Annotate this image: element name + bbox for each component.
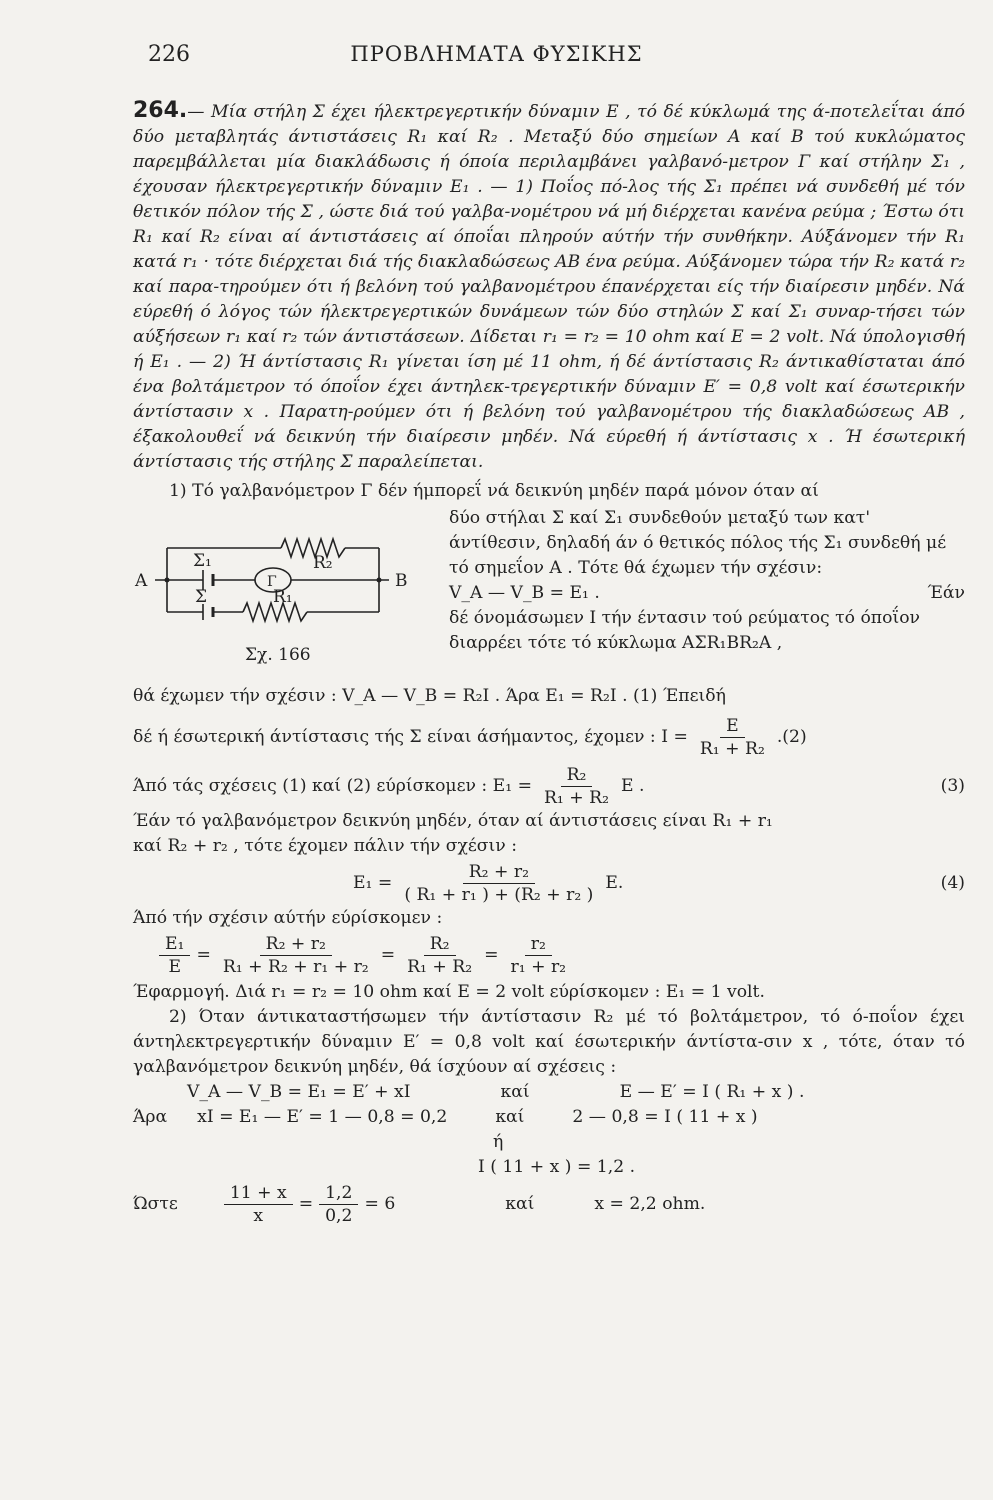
eq-4 bbox=[133, 861, 965, 906]
running-title: ΠΡΟΒΛΗΜΑΤΑ ΦΥΣΙΚΗΣ bbox=[350, 42, 643, 66]
relations-part2 bbox=[133, 1080, 965, 1105]
figure-and-text bbox=[133, 506, 965, 682]
eq-5-equals-1: = bbox=[196, 945, 211, 965]
part2-paragraph: 2) Όταν άντικαταστήσωμεν τήν άντίστασιν R₂ μέ τό βολτάμετρον, τό ό-ποΐον έχει άντηλεκτρεγερτικήν δύναμιν Ε′ = 0,8 volt καί έσωτερικήν άντίστα-σιν x , τότε, όταν τό γαλβανόμετρον δεικνύη μηδέν, θά ίσχύουν αί σχέσεις : bbox=[133, 1007, 965, 1077]
oste-tail: = 6 bbox=[364, 1194, 396, 1214]
oste-fraction-2 bbox=[319, 1182, 358, 1227]
page-header bbox=[0, 42, 993, 72]
oste-word: Ώστε bbox=[133, 1194, 178, 1214]
relation-kai: καί bbox=[500, 1082, 530, 1102]
oste-num: 11 + x bbox=[224, 1182, 293, 1205]
eq-current-den: R₁ + R₂ bbox=[699, 739, 765, 759]
eq-current bbox=[133, 715, 965, 760]
eq-5-f2-num: R₂ + r₂ bbox=[260, 933, 332, 956]
solution-part1-start: 1) Τό γαλβανόμετρον Γ δέν ήμπορεΐ νά δεικνύη μηδέν παρά μόνον όταν αί bbox=[169, 481, 819, 501]
oste-kai: καί bbox=[505, 1194, 535, 1214]
eq-4-tag: (4) bbox=[940, 873, 965, 893]
eq-4-fraction bbox=[398, 861, 599, 906]
label-r2: R₂ bbox=[313, 553, 333, 573]
eq-5-fraction-3 bbox=[401, 933, 478, 978]
eq-4-left: Ε₁ = bbox=[353, 873, 393, 893]
ara-line bbox=[133, 1105, 965, 1130]
label-galvanometer: Γ bbox=[267, 574, 277, 590]
eq-current-text: δέ ή έσωτερική άντίστασις τής Σ είναι άσήμαντος, έχομεν : Ι = bbox=[133, 727, 688, 747]
ara-c: Ι ( 11 + x ) = 1,2 . bbox=[478, 1157, 636, 1177]
eq-3-tag: (3) bbox=[940, 776, 965, 796]
eq-3-num: R₂ bbox=[561, 764, 593, 787]
eq-3-fraction bbox=[538, 764, 615, 809]
eq-5 bbox=[133, 933, 965, 978]
right-col-paragraph-2: δέ όνομάσωμεν Ι τήν έντασιν τού ρεύματος τό όποΐον διαρρέει τότε τό κύκλωμα ΑΣR₁BR₂A , bbox=[449, 608, 920, 653]
eq-3-text: Άπό τάς σχέσεις (1) καί (2) εύρίσκομεν : Ε₁ = bbox=[133, 776, 532, 796]
eq-3 bbox=[133, 764, 965, 809]
node-b bbox=[377, 578, 382, 583]
eq-current-fraction bbox=[694, 715, 771, 760]
problem-text: — Μία στήλη Σ έχει ήλεκτρεγερτικήν δύναμιν Ε , τό δέ κύκλωμά της ά-ποτελεΐται άπό δύο μεταβλητάς άντιστάσεις R₁ καί R₂ . Μεταξύ δύο σημείων Α καί Β τού κυκλώματος παρεμβάλλεται μία διακλάδωσις ή όποία περιλαμβάνει γαλβανό-μετρον Γ καί στήλην Σ₁ , έχουσαν ήλεκτρεγερτικήν δύναμιν Ε₁ . — 1) Ποΐος πό-λος τής Σ₁ πρέπει νά συνδεθή μέ τόν θετικόν πόλον τής Σ , ώστε διά τού γαλβα-νομέτρου νά μή διέρχεται κανένα ρεύμα ; Έστω ότι R₁ καί R₂ είναι αί άντιστάσεις αί όποΐαι πληρούν αύτήν τήν συνθήκην. Αύξάνομεν τήν R₁ κατά r₁ · τότε διέρχεται διά τής διακλαδώσεως ΑΒ ένα ρεύμα. Αύξάνομεν τώρα τήν R₂ κατά r₂ καί παρα-τηρούμεν ότι ή βελόνη τού γαλβανομέτρου έπανέρχεται είς τήν διαίρεσιν μηδέν. Νά εύρεθή ό λόγος τών ήλεκτρεγερτικών δυνάμεων τών δύο στηλών Σ καί Σ₁ συναρ-τήσει τών αύξήσεων r₁ καί r₂ τών άντιστάσεων. Δίδεται r₁ = r₂ = 10 ohm καί Ε = 2 volt. Νά ύπολογισθή ή Ε₁ . — 2) Ή άντίστασις R₁ γίνεται ίση μέ 11 ohm, ή δέ άντίστασις R₂ άντικαθίσταται άπό ένα βολτάμετρον τό όποΐον έχει άντηλεκ-τρεγερτικήν δύναμιν Ε′ = 0,8 volt καί έσωτερικήν άντίστασιν x . Παρατη-ρούμεν ότι ή βελόνη τού γαλβανομέτρου τής διακλαδώσεως ΑΒ , έξακολουθεΐ νά δεικνύη τήν διαίρεσιν μηδέν. Νά εύρεθή ή άντίστασις x . Ή έσωτερική άντίστασις τής στήλης Σ παραλείπεται. bbox=[133, 102, 965, 472]
label-a: A bbox=[135, 571, 148, 591]
line-4: Έάν τό γαλβανόμετρον δεικνύη μηδέν, όταν αί άντιστάσεις είναι R₁ + r₁ bbox=[133, 811, 773, 831]
page-number: 226 bbox=[148, 42, 190, 67]
figure-caption: Σχ. 166 bbox=[245, 645, 311, 665]
eq-5-f4-den: r₁ + r₂ bbox=[510, 957, 567, 977]
eq-5-f1-den: Ε bbox=[168, 957, 181, 977]
label-sigma1: Σ₁ bbox=[193, 551, 212, 571]
relation-b: Ε — Ε′ = Ι ( R₁ + x ) . bbox=[619, 1082, 805, 1102]
line-5: καί R₂ + r₂ , τότε έχομεν πάλιν τήν σχέσιν : bbox=[133, 836, 517, 856]
eq-5-equals-3: = bbox=[484, 945, 499, 965]
eq-4-num: R₂ + r₂ bbox=[463, 861, 535, 884]
eq-5-f1-num: Ε₁ bbox=[159, 933, 190, 956]
eq-5-f4-num: r₂ bbox=[525, 933, 552, 956]
problem-number: 264. bbox=[133, 98, 188, 123]
label-sigma: Σ bbox=[195, 587, 208, 607]
oste-equals: = bbox=[298, 1194, 314, 1214]
oste-fraction-1 bbox=[224, 1182, 293, 1227]
page-content bbox=[133, 98, 965, 1227]
relation-va-vb bbox=[449, 581, 965, 606]
or-word: ή bbox=[493, 1132, 504, 1152]
ara-b: 2 — 0,8 = Ι ( 11 + x ) bbox=[572, 1107, 758, 1127]
label-r1: R₁ bbox=[273, 587, 293, 607]
problem-statement bbox=[133, 98, 965, 475]
relation-va-vb-tail: Έάν bbox=[927, 583, 965, 603]
ara-c-line bbox=[133, 1155, 965, 1180]
eq-5-fraction-1 bbox=[159, 933, 190, 978]
or-line bbox=[133, 1130, 965, 1155]
eq-5-f2-den: R₁ + R₂ + r₁ + r₂ bbox=[222, 957, 369, 977]
label-b: B bbox=[395, 571, 408, 591]
right-column-text bbox=[449, 506, 965, 656]
eq-4-den: ( R₁ + r₁ ) + (R₂ + r₂ ) bbox=[404, 885, 594, 905]
eq-5-f3-den: R₁ + R₂ bbox=[407, 957, 473, 977]
eq-5-fraction-2 bbox=[217, 933, 375, 978]
circuit-diagram bbox=[133, 514, 433, 682]
node-a bbox=[165, 578, 170, 583]
ara-a: xΙ = Ε₁ — Ε′ = 1 — 0,8 = 0,2 bbox=[197, 1107, 448, 1127]
relation-a: V_A — V_B = Ε₁ = Ε′ + xΙ bbox=[187, 1082, 411, 1102]
eq-current-num: Ε bbox=[720, 715, 745, 738]
oste-line bbox=[133, 1182, 965, 1227]
oste-den2: 0,2 bbox=[325, 1206, 353, 1226]
ara-kai: καί bbox=[495, 1107, 525, 1127]
final-answer: x = 2,2 ohm. bbox=[594, 1194, 706, 1214]
eq-4-tail: Ε. bbox=[605, 873, 624, 893]
oste-num2: 1,2 bbox=[319, 1182, 358, 1205]
eq-current-tag: .(2) bbox=[776, 727, 807, 747]
eq-5-fraction-4 bbox=[505, 933, 573, 978]
line-relation-va: θά έχωμεν τήν σχέσιν : V_A — V_B = R₂I . Άρα Ε₁ = R₂I . (1) Έπειδή bbox=[133, 686, 726, 706]
eq-5-f3-num: R₂ bbox=[424, 933, 456, 956]
line-6: Άπό τήν σχέσιν αύτήν εύρίσκομεν : bbox=[133, 908, 443, 928]
eq-3-den: R₁ + R₂ bbox=[543, 788, 609, 808]
eq-5-equals-2: = bbox=[380, 945, 396, 965]
relation-va-vb-expr: V_A — V_B = Ε₁ . bbox=[449, 583, 600, 603]
oste-den: x bbox=[253, 1206, 264, 1226]
ara-word: Άρα bbox=[133, 1107, 168, 1127]
right-col-paragraph: δύο στήλαι Σ καί Σ₁ συνδεθούν μεταξύ των κατ' άντίθεσιν, δηλαδή άν ό θετικός πόλος τής Σ₁ συνδεθή μέ τό σημεΐον Α . Τότε θά έχωμεν τήν σχέσιν: bbox=[449, 508, 947, 578]
application: Έφαρμογή. Διά r₁ = r₂ = 10 ohm καί Ε = 2 volt εύρίσκομεν : Ε₁ = 1 volt. bbox=[133, 982, 765, 1002]
eq-3-tail: Ε . bbox=[620, 776, 645, 796]
